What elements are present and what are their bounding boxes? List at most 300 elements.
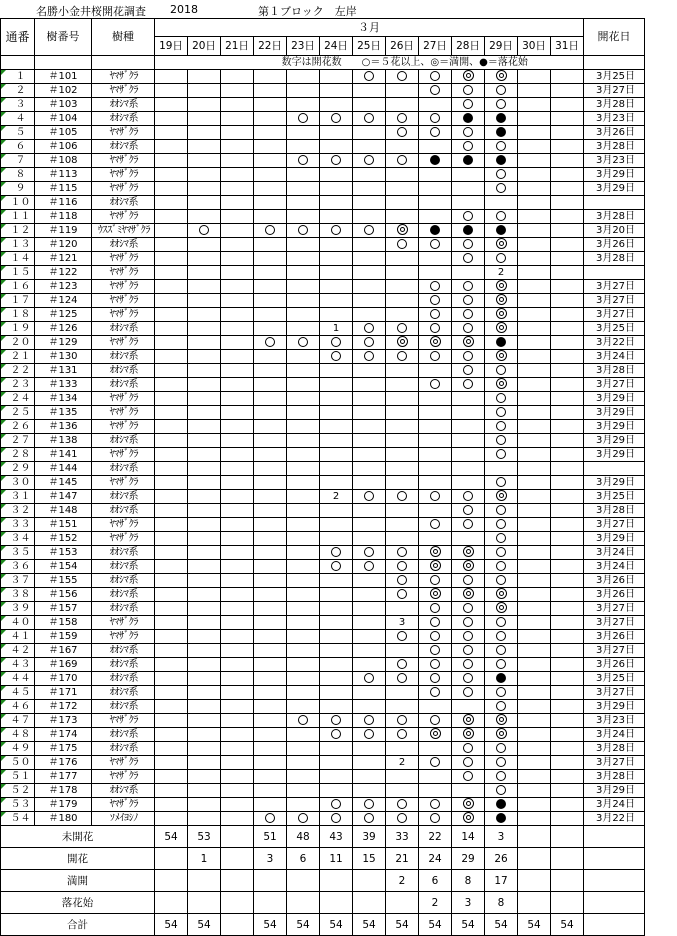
bloom-date[interactable]: 3月26日 (584, 630, 645, 644)
open-circle-icon (463, 85, 473, 95)
tree-kind[interactable]: ｵｵｼﾏ系 (92, 322, 155, 336)
tree-number[interactable]: ＃157 (35, 602, 92, 616)
row-number[interactable]: ２ (1, 84, 35, 98)
bloom-date[interactable]: 3月28日 (584, 252, 645, 266)
tree-number[interactable]: ＃121 (35, 252, 92, 266)
summary-value: 54 (485, 914, 518, 936)
row-number[interactable]: ４３ (1, 658, 35, 672)
tree-kind[interactable]: ﾔﾏｻﾞｸﾗ (92, 420, 155, 434)
tree-kind[interactable]: ｳｽｽﾞﾐﾔﾏｻﾞｸﾗ (92, 224, 155, 238)
tree-number[interactable]: ＃178 (35, 784, 92, 798)
row-number[interactable]: １５ (1, 266, 35, 280)
empty-cell (155, 448, 188, 462)
bloom-date[interactable]: 3月29日 (584, 700, 645, 714)
row-number[interactable]: ５１ (1, 770, 35, 784)
summary-value (155, 870, 188, 892)
empty-cell (155, 588, 188, 602)
five-plus-flowers-mark (386, 812, 419, 826)
tree-kind[interactable]: ﾔﾏｻﾞｸﾗ (92, 154, 155, 168)
bloom-date[interactable]: 3月24日 (584, 728, 645, 742)
row-number[interactable]: １８ (1, 308, 35, 322)
row-number[interactable]: ７ (1, 154, 35, 168)
tree-kind[interactable]: ｵｵｼﾏ系 (92, 364, 155, 378)
tree-number[interactable]: ＃134 (35, 392, 92, 406)
bloom-date[interactable] (584, 196, 645, 210)
five-plus-flowers-mark (452, 294, 485, 308)
row-number[interactable]: ２０ (1, 336, 35, 350)
summary-value: 29 (452, 848, 485, 870)
five-plus-flowers-mark (452, 672, 485, 686)
bloom-date[interactable]: 3月29日 (584, 168, 645, 182)
row-number[interactable]: ３０ (1, 476, 35, 490)
open-circle-icon (463, 295, 473, 305)
tree-kind[interactable]: ﾔﾏｻﾞｸﾗ (92, 280, 155, 294)
row-number[interactable]: １３ (1, 238, 35, 252)
row-number[interactable]: ５２ (1, 784, 35, 798)
tree-number[interactable]: ＃141 (35, 448, 92, 462)
bloom-date[interactable]: 3月27日 (584, 294, 645, 308)
empty-cell (155, 336, 188, 350)
bloom-date[interactable]: 3月29日 (584, 434, 645, 448)
tree-kind[interactable]: ｵｵｼﾏ系 (92, 238, 155, 252)
empty-cell (221, 546, 254, 560)
tree-kind[interactable]: ｵｵｼﾏ系 (92, 140, 155, 154)
tree-kind[interactable]: ｵｵｼﾏ系 (92, 574, 155, 588)
empty-cell (551, 728, 584, 742)
tree-kind[interactable]: ｵｵｼﾏ系 (92, 112, 155, 126)
bloom-date[interactable]: 3月27日 (584, 308, 645, 322)
open-circle-icon (463, 253, 473, 263)
tree-kind[interactable]: ﾔﾏｻﾞｸﾗ (92, 532, 155, 546)
bloom-date[interactable]: 3月27日 (584, 280, 645, 294)
tree-number[interactable]: ＃131 (35, 364, 92, 378)
row-number[interactable]: ２２ (1, 364, 35, 378)
full-bloom-mark (485, 588, 518, 602)
row-number[interactable]: ８ (1, 168, 35, 182)
tree-kind[interactable]: ﾔﾏｻﾞｸﾗ (92, 770, 155, 784)
tree-number[interactable]: ＃173 (35, 714, 92, 728)
open-circle-icon (265, 813, 275, 823)
tree-number[interactable]: ＃104 (35, 112, 92, 126)
tree-kind[interactable]: ｵｵｼﾏ系 (92, 98, 155, 112)
bloom-date[interactable]: 3月26日 (584, 588, 645, 602)
empty-cell (221, 308, 254, 322)
tree-kind[interactable]: ｵｵｼﾏ系 (92, 672, 155, 686)
bloom-date[interactable]: 3月23日 (584, 112, 645, 126)
empty-cell (155, 266, 188, 280)
bloom-date[interactable]: 3月27日 (584, 644, 645, 658)
summary-value (188, 892, 221, 914)
tree-number[interactable]: ＃152 (35, 532, 92, 546)
tree-kind[interactable]: ﾔﾏｻﾞｸﾗ (92, 182, 155, 196)
row-number[interactable]: １０ (1, 196, 35, 210)
tree-kind[interactable]: ﾔﾏｻﾞｸﾗ (92, 210, 155, 224)
five-plus-flowers-mark (353, 728, 386, 742)
row-number[interactable]: ２４ (1, 392, 35, 406)
empty-cell (386, 196, 419, 210)
tree-number[interactable]: ＃180 (35, 812, 92, 826)
empty-cell (353, 182, 386, 196)
tree-kind[interactable]: ﾔﾏｻﾞｸﾗ (92, 168, 155, 182)
table-row (1, 602, 645, 616)
summary-value: 22 (419, 826, 452, 848)
bloom-date[interactable]: 3月22日 (584, 812, 645, 826)
row-number[interactable]: ５３ (1, 798, 35, 812)
tree-kind[interactable]: ｵｵｼﾏ系 (92, 434, 155, 448)
tree-number[interactable]: ＃170 (35, 672, 92, 686)
tree-number[interactable]: ＃138 (35, 434, 92, 448)
bloom-date[interactable]: 3月20日 (584, 224, 645, 238)
row-number[interactable]: ２８ (1, 448, 35, 462)
tree-number[interactable]: ＃172 (35, 700, 92, 714)
row-number[interactable]: １６ (1, 280, 35, 294)
row-number[interactable]: １４ (1, 252, 35, 266)
summary-value: 3 (452, 892, 485, 914)
bloom-date[interactable]: 3月27日 (584, 602, 645, 616)
tree-number[interactable]: ＃120 (35, 238, 92, 252)
empty-cell (452, 266, 485, 280)
tree-number[interactable]: ＃116 (35, 196, 92, 210)
bloom-date[interactable]: 3月28日 (584, 98, 645, 112)
tree-number[interactable]: ＃156 (35, 588, 92, 602)
tree-kind[interactable]: ｵｵｼﾏ系 (92, 350, 155, 364)
tree-kind[interactable]: ｵｵｼﾏ系 (92, 728, 155, 742)
tree-kind[interactable]: ｵｵｼﾏ系 (92, 700, 155, 714)
bloom-date[interactable]: 3月27日 (584, 686, 645, 700)
tree-number[interactable]: ＃103 (35, 98, 92, 112)
tree-number[interactable]: ＃135 (35, 406, 92, 420)
empty-cell (353, 770, 386, 784)
summary-row (1, 848, 645, 870)
tree-number[interactable]: ＃171 (35, 686, 92, 700)
five-plus-flowers-mark (287, 112, 320, 126)
tree-kind[interactable]: ｵｵｼﾏ系 (92, 658, 155, 672)
tree-kind[interactable]: ｵｵｼﾏ系 (92, 602, 155, 616)
row-number[interactable]: ２１ (1, 350, 35, 364)
tree-kind[interactable]: ｵｵｼﾏ系 (92, 644, 155, 658)
row-number[interactable]: １１ (1, 210, 35, 224)
tree-kind[interactable]: ﾔﾏｻﾞｸﾗ (92, 630, 155, 644)
open-circle-icon (397, 239, 407, 249)
header-no: 通番 (1, 19, 35, 56)
row-number[interactable]: ３５ (1, 546, 35, 560)
empty-cell (419, 252, 452, 266)
empty-cell (485, 196, 518, 210)
tree-number[interactable]: ＃118 (35, 210, 92, 224)
bloom-date[interactable] (584, 462, 645, 476)
tree-kind[interactable]: ﾔﾏｻﾞｸﾗ (92, 616, 155, 630)
tree-number[interactable]: ＃119 (35, 224, 92, 238)
tree-kind[interactable]: ｵｵｼﾏ系 (92, 546, 155, 560)
table-row (1, 686, 645, 700)
row-number[interactable]: ３９ (1, 602, 35, 616)
tree-kind[interactable]: ﾔﾏｻﾞｸﾗ (92, 714, 155, 728)
tree-kind[interactable]: ﾔﾏｻﾞｸﾗ (92, 518, 155, 532)
empty-cell (287, 630, 320, 644)
empty-cell (518, 588, 551, 602)
filled-circle-icon (463, 155, 473, 165)
row-number[interactable]: ３６ (1, 560, 35, 574)
empty-cell (188, 602, 221, 616)
row-number[interactable]: ５０ (1, 756, 35, 770)
tree-number[interactable]: ＃155 (35, 574, 92, 588)
row-number[interactable]: ３４ (1, 532, 35, 546)
tree-number[interactable]: ＃144 (35, 462, 92, 476)
empty-cell (188, 630, 221, 644)
tree-number[interactable]: ＃167 (35, 644, 92, 658)
row-number[interactable]: ３８ (1, 588, 35, 602)
tree-number[interactable]: ＃113 (35, 168, 92, 182)
bloom-date[interactable]: 3月27日 (584, 378, 645, 392)
row-number[interactable]: ２５ (1, 406, 35, 420)
tree-number[interactable]: ＃158 (35, 616, 92, 630)
tree-number[interactable]: ＃125 (35, 308, 92, 322)
tree-number[interactable]: ＃106 (35, 140, 92, 154)
row-number[interactable]: １２ (1, 224, 35, 238)
row-number[interactable]: ４６ (1, 700, 35, 714)
empty-cell (188, 280, 221, 294)
bloom-date[interactable]: 3月28日 (584, 364, 645, 378)
table-row (1, 84, 645, 98)
empty-cell (221, 798, 254, 812)
empty-cell (155, 700, 188, 714)
tree-kind[interactable]: ｵｵｼﾏ系 (92, 742, 155, 756)
tree-kind[interactable]: ﾔﾏｻﾞｸﾗ (92, 252, 155, 266)
row-number[interactable]: ４８ (1, 728, 35, 742)
tree-number[interactable]: ＃122 (35, 266, 92, 280)
summary-value (155, 892, 188, 914)
tree-number[interactable]: ＃130 (35, 350, 92, 364)
tree-kind[interactable]: ｵｵｼﾏ系 (92, 588, 155, 602)
row-number[interactable]: ９ (1, 182, 35, 196)
petal-fall-mark (485, 812, 518, 826)
double-circle-icon (463, 714, 474, 725)
open-circle-icon (397, 589, 407, 599)
empty-cell (551, 294, 584, 308)
tree-kind[interactable]: ﾔﾏｻﾞｸﾗ (92, 70, 155, 84)
tree-kind[interactable]: ﾔﾏｻﾞｸﾗ (92, 266, 155, 280)
bloom-date[interactable]: 3月28日 (584, 504, 645, 518)
five-plus-flowers-mark (320, 112, 353, 126)
bloom-date[interactable]: 3月26日 (584, 658, 645, 672)
tree-number[interactable]: ＃153 (35, 546, 92, 560)
bloom-date[interactable]: 3月29日 (584, 182, 645, 196)
table-row (1, 224, 645, 238)
double-circle-icon (496, 728, 507, 739)
row-number[interactable]: ３３ (1, 518, 35, 532)
bloom-date[interactable]: 3月25日 (584, 70, 645, 84)
tree-kind[interactable]: ｵｵｼﾏ系 (92, 196, 155, 210)
bloom-date[interactable]: 3月24日 (584, 546, 645, 560)
summary-value (518, 848, 551, 870)
row-number[interactable]: ４４ (1, 672, 35, 686)
tree-kind[interactable]: ｵｵｼﾏ系 (92, 490, 155, 504)
row-number[interactable]: ２９ (1, 462, 35, 476)
bloom-date[interactable]: 3月28日 (584, 140, 645, 154)
tree-kind[interactable]: ｵｵｼﾏ系 (92, 504, 155, 518)
bloom-date[interactable]: 3月27日 (584, 84, 645, 98)
tree-kind[interactable]: ｿﾒｲﾖｼﾉ (92, 812, 155, 826)
full-bloom-mark (452, 714, 485, 728)
tree-number[interactable]: ＃124 (35, 294, 92, 308)
open-circle-icon (364, 155, 374, 165)
open-circle-icon (496, 393, 506, 403)
five-plus-flowers-mark (485, 784, 518, 798)
row-number[interactable]: ２７ (1, 434, 35, 448)
row-number[interactable]: １ (1, 70, 35, 84)
bloom-date[interactable]: 3月22日 (584, 336, 645, 350)
bloom-date[interactable]: 3月25日 (584, 672, 645, 686)
row-number[interactable]: ４ (1, 112, 35, 126)
row-number[interactable]: ２３ (1, 378, 35, 392)
row-number[interactable]: ４９ (1, 742, 35, 756)
tree-number[interactable]: ＃175 (35, 742, 92, 756)
tree-kind[interactable]: ｵｵｼﾏ系 (92, 462, 155, 476)
five-plus-flowers-mark (320, 812, 353, 826)
petal-fall-mark (485, 672, 518, 686)
tree-kind[interactable]: ﾔﾏｻﾞｸﾗ (92, 476, 155, 490)
bloom-date[interactable]: 3月27日 (584, 616, 645, 630)
tree-kind[interactable]: ｵｵｼﾏ系 (92, 686, 155, 700)
summary-row (1, 892, 645, 914)
tree-kind[interactable]: ﾔﾏｻﾞｸﾗ (92, 756, 155, 770)
bloom-date[interactable]: 3月27日 (584, 756, 645, 770)
row-number[interactable]: ４０ (1, 616, 35, 630)
row-number[interactable]: ５ (1, 126, 35, 140)
open-circle-icon (496, 435, 506, 445)
tree-number[interactable]: ＃123 (35, 280, 92, 294)
tree-kind[interactable]: ﾔﾏｻﾞｸﾗ (92, 308, 155, 322)
empty-cell (155, 308, 188, 322)
tree-number[interactable]: ＃126 (35, 322, 92, 336)
tree-kind[interactable]: ﾔﾏｻﾞｸﾗ (92, 392, 155, 406)
empty-cell (353, 756, 386, 770)
empty-cell (518, 434, 551, 448)
tree-number[interactable]: ＃108 (35, 154, 92, 168)
bloom-date[interactable] (584, 266, 645, 280)
empty-cell (287, 294, 320, 308)
tree-number[interactable]: ＃176 (35, 756, 92, 770)
open-circle-icon (463, 99, 473, 109)
tree-number[interactable]: ＃102 (35, 84, 92, 98)
table-row (1, 238, 645, 252)
empty-cell (287, 98, 320, 112)
bloom-date[interactable]: 3月29日 (584, 420, 645, 434)
tree-number[interactable]: ＃148 (35, 504, 92, 518)
empty-cell (287, 182, 320, 196)
flower-count: 2 (485, 266, 518, 280)
five-plus-flowers-mark (419, 84, 452, 98)
tree-number[interactable]: ＃136 (35, 420, 92, 434)
tree-kind[interactable]: ﾔﾏｻﾞｸﾗ (92, 126, 155, 140)
empty-cell (188, 546, 221, 560)
bloom-date[interactable]: 3月28日 (584, 770, 645, 784)
tree-kind[interactable]: ｵｵｼﾏ系 (92, 560, 155, 574)
tree-number[interactable]: ＃133 (35, 378, 92, 392)
bloom-date[interactable]: 3月29日 (584, 784, 645, 798)
tree-number[interactable]: ＃179 (35, 798, 92, 812)
bloom-date[interactable]: 3月29日 (584, 448, 645, 462)
tree-number[interactable]: ＃145 (35, 476, 92, 490)
tree-kind[interactable]: ﾔﾏｻﾞｸﾗ (92, 798, 155, 812)
bloom-date[interactable]: 3月29日 (584, 532, 645, 546)
bloom-date[interactable]: 3月28日 (584, 742, 645, 756)
summary-value: 54 (320, 914, 353, 936)
double-circle-icon (496, 308, 507, 319)
tree-number[interactable]: ＃154 (35, 560, 92, 574)
row-number[interactable]: ２６ (1, 420, 35, 434)
summary-value: 54 (551, 914, 584, 936)
tree-kind[interactable]: ﾔﾏｻﾞｸﾗ (92, 406, 155, 420)
bloom-date[interactable]: 3月24日 (584, 560, 645, 574)
tree-number[interactable]: ＃177 (35, 770, 92, 784)
row-number[interactable]: ５４ (1, 812, 35, 826)
tree-number[interactable]: ＃151 (35, 518, 92, 532)
row-number[interactable]: ４５ (1, 686, 35, 700)
empty-cell (188, 112, 221, 126)
empty-cell (287, 616, 320, 630)
row-number[interactable]: ４２ (1, 644, 35, 658)
row-number[interactable]: ４１ (1, 630, 35, 644)
tree-number[interactable]: ＃147 (35, 490, 92, 504)
tree-kind[interactable]: ｵｵｼﾏ系 (92, 784, 155, 798)
bloom-date[interactable]: 3月23日 (584, 714, 645, 728)
bloom-date[interactable]: 3月26日 (584, 574, 645, 588)
bloom-date[interactable]: 3月27日 (584, 518, 645, 532)
tree-number[interactable]: ＃159 (35, 630, 92, 644)
row-number[interactable]: ４７ (1, 714, 35, 728)
bloom-date[interactable]: 3月29日 (584, 406, 645, 420)
row-number[interactable]: ３１ (1, 490, 35, 504)
tree-number[interactable]: ＃105 (35, 126, 92, 140)
five-plus-flowers-mark (419, 112, 452, 126)
row-number[interactable]: ６ (1, 140, 35, 154)
tree-number[interactable]: ＃129 (35, 336, 92, 350)
tree-number[interactable]: ＃101 (35, 70, 92, 84)
bloom-date[interactable]: 3月29日 (584, 476, 645, 490)
row-number[interactable]: ３ (1, 98, 35, 112)
row-number[interactable]: ３７ (1, 574, 35, 588)
empty-cell (386, 770, 419, 784)
tree-kind[interactable]: ﾔﾏｻﾞｸﾗ (92, 336, 155, 350)
empty-cell (518, 560, 551, 574)
bloom-date[interactable]: 3月24日 (584, 798, 645, 812)
tree-number[interactable]: ＃174 (35, 728, 92, 742)
tree-kind[interactable]: ﾔﾏｻﾞｸﾗ (92, 448, 155, 462)
row-number[interactable]: １７ (1, 294, 35, 308)
row-number[interactable]: １９ (1, 322, 35, 336)
bloom-date[interactable]: 3月26日 (584, 126, 645, 140)
bloom-date[interactable]: 3月29日 (584, 392, 645, 406)
tree-kind[interactable]: ﾔﾏｻﾞｸﾗ (92, 84, 155, 98)
empty-cell (155, 518, 188, 532)
bloom-date[interactable]: 3月25日 (584, 322, 645, 336)
row-number[interactable]: ３２ (1, 504, 35, 518)
bloom-date[interactable]: 3月28日 (584, 210, 645, 224)
bloom-date[interactable]: 3月23日 (584, 154, 645, 168)
table-row (1, 714, 645, 728)
empty-cell (353, 308, 386, 322)
tree-number[interactable]: ＃169 (35, 658, 92, 672)
empty-cell (188, 154, 221, 168)
bloom-date[interactable]: 3月25日 (584, 490, 645, 504)
bloom-date[interactable]: 3月24日 (584, 350, 645, 364)
empty-cell (188, 672, 221, 686)
tree-number[interactable]: ＃115 (35, 182, 92, 196)
tree-kind[interactable]: ﾔﾏｻﾞｸﾗ (92, 294, 155, 308)
tree-kind[interactable]: ｵｵｼﾏ系 (92, 378, 155, 392)
bloom-date[interactable]: 3月26日 (584, 238, 645, 252)
